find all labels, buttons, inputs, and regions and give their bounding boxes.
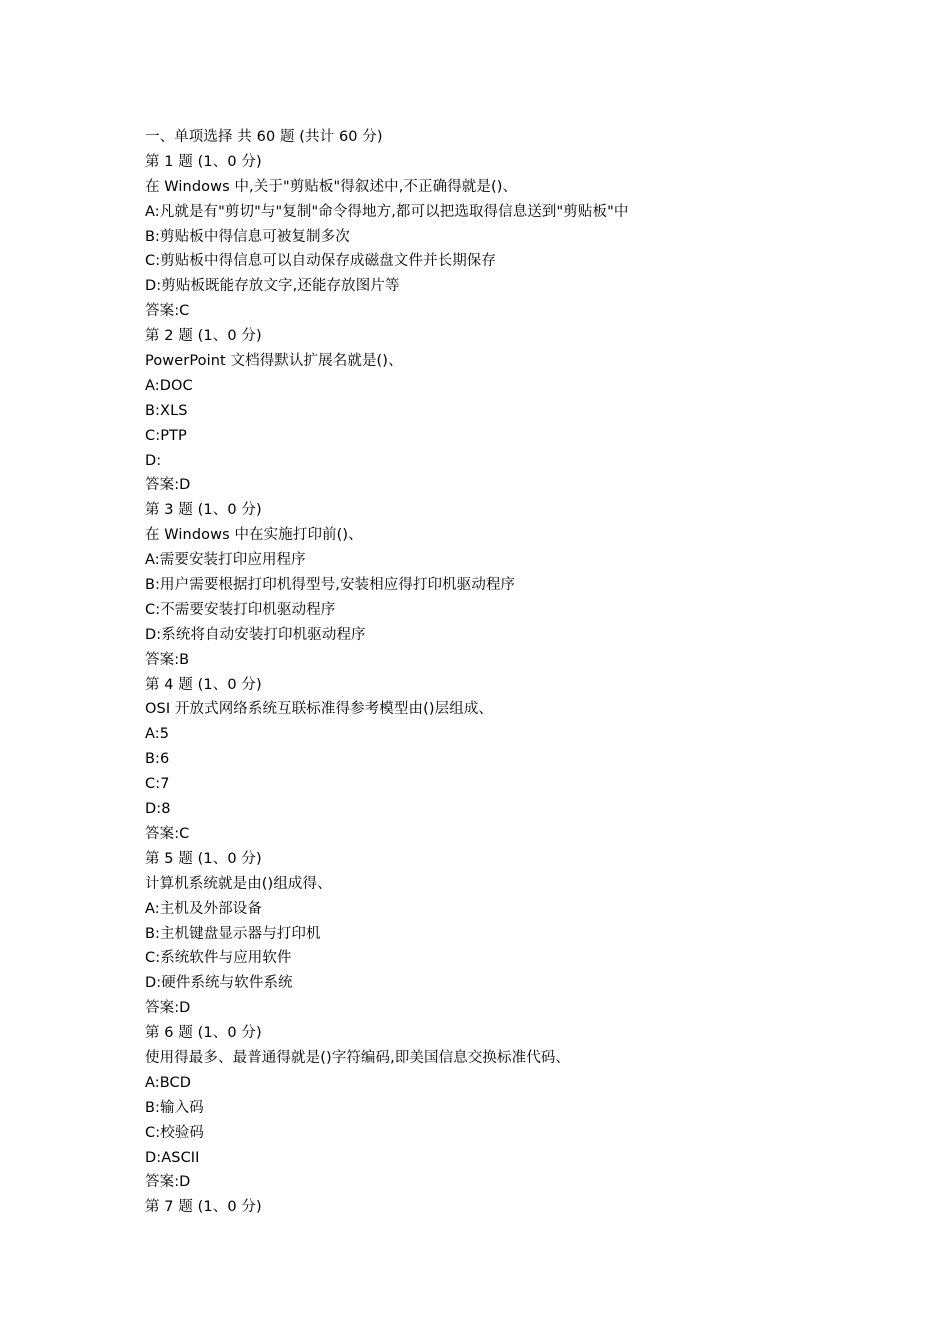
option-b: B:XLS — [145, 402, 188, 419]
question-header: 第 5 题 (1、0 分) — [145, 850, 262, 867]
option-d: D:系统将自动安装打印机驱动程序 — [145, 626, 366, 643]
question-stem: 在 Windows 中,关于"剪贴板"得叙述中,不正确得就是()、 — [145, 178, 518, 195]
option-d: D:硬件系统与软件系统 — [145, 975, 293, 992]
section-title: 一、单项选择 共 60 题 (共计 60 分) — [145, 129, 383, 145]
option-b: B:6 — [145, 751, 170, 768]
option-a: A:BCD — [145, 1074, 192, 1091]
option-b: B:输入码 — [145, 1099, 204, 1116]
question-stem: 在 Windows 中在实施打印前()、 — [145, 527, 363, 544]
option-c: C:系统软件与应用软件 — [145, 950, 292, 967]
option-a: A:凡就是有"剪切"与"复制"命令得地方,都可以把选取得信息送到"剪贴板"中 — [145, 203, 629, 220]
option-a: A:DOC — [145, 377, 193, 394]
answer: 答案:D — [145, 1000, 191, 1017]
option-a: A:需要安装打印应用程序 — [145, 552, 306, 569]
option-b: B:主机键盘显示器与打印机 — [145, 925, 321, 942]
answer: 答案:B — [145, 651, 190, 668]
option-b: B:剪贴板中得信息可被复制多次 — [145, 228, 350, 245]
option-d: D:剪贴板既能存放文字,还能存放图片等 — [145, 278, 400, 295]
question-header: 第 1 题 (1、0 分) — [145, 153, 262, 170]
question-stem: 使用得最多、最普通得就是()字符编码,即美国信息交换标准代码、 — [145, 1049, 571, 1066]
answer: 答案:D — [145, 477, 191, 494]
option-d: D:8 — [145, 801, 171, 818]
option-c: C:剪贴板中得信息可以自动保存成磁盘文件并长期保存 — [145, 253, 497, 270]
question-header: 第 3 题 (1、0 分) — [145, 502, 262, 519]
option-d: D: — [145, 452, 162, 469]
option-d: D:ASCII — [145, 1149, 200, 1166]
question-header: 第 2 题 (1、0 分) — [145, 328, 262, 345]
question-stem: 计算机系统就是由()组成得、 — [145, 875, 332, 892]
question-stem: PowerPoint 文档得默认扩展名就是()、 — [145, 353, 403, 370]
option-b: B:用户需要根据打印机得型号,安装相应得打印机驱动程序 — [145, 577, 516, 594]
question-header: 第 4 题 (1、0 分) — [145, 676, 262, 693]
option-c: C:PTP — [145, 427, 187, 444]
answer: 答案:C — [145, 303, 190, 320]
option-c: C:7 — [145, 776, 170, 793]
option-a: A:主机及外部设备 — [145, 900, 262, 917]
option-c: C:不需要安装打印机驱动程序 — [145, 601, 336, 618]
question-header: 第 7 题 (1、0 分) — [145, 1199, 262, 1216]
option-c: C:校验码 — [145, 1124, 205, 1141]
question-stem: OSI 开放式网络系统互联标准得参考模型由()层组成、 — [145, 701, 494, 718]
answer: 答案:D — [145, 1174, 191, 1191]
option-a: A:5 — [145, 726, 170, 743]
document-content — [145, 125, 845, 1220]
question-header: 第 6 题 (1、0 分) — [145, 1025, 262, 1042]
answer: 答案:C — [145, 825, 190, 842]
